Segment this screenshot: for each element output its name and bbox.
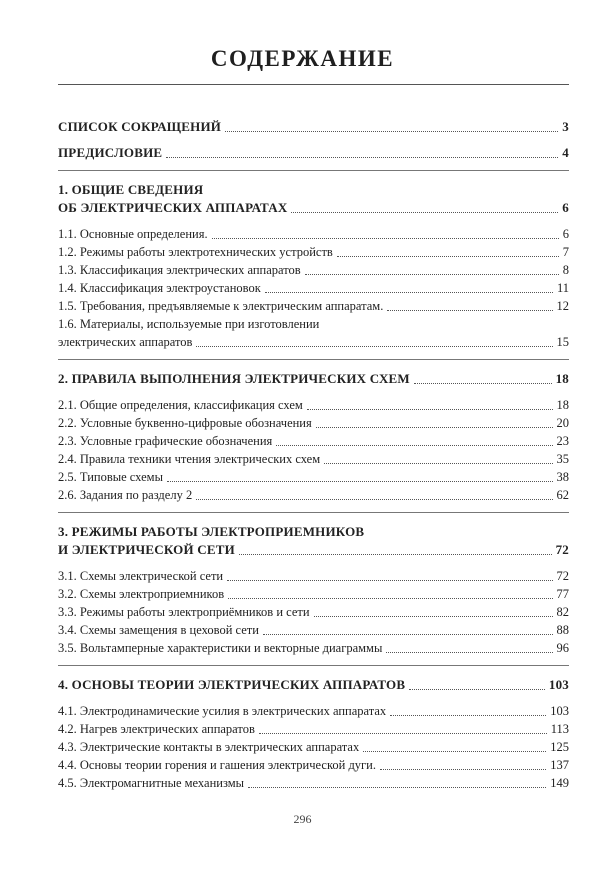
toc-entry-label: 2.6. Задания по разделу 2 xyxy=(58,488,193,502)
dot-leader xyxy=(227,580,552,581)
toc-item[interactable] xyxy=(58,720,569,738)
table-of-contents xyxy=(58,118,569,792)
toc-entry-label: 3.2. Схемы электроприемников xyxy=(58,587,225,601)
dot-leader xyxy=(212,238,559,239)
toc-entry-label: 3.4. Схемы замещения в цеховой сети xyxy=(58,623,259,637)
toc-entry-page: 6 xyxy=(562,200,569,215)
toc-entry-page: 149 xyxy=(550,776,569,790)
toc-entry-label: 1.1. Основные определения. xyxy=(58,227,208,241)
dot-leader xyxy=(337,256,559,257)
toc-item[interactable] xyxy=(58,585,569,603)
toc-entry-page: 7 xyxy=(562,245,569,259)
section-divider xyxy=(58,359,569,360)
toc-section-1-title-line1[interactable]: 1. ОБЩИЕ СВЕДЕНИЯ xyxy=(58,182,204,197)
toc-entry-label: 4.3. Электрические контакты в электрических аппаратах xyxy=(58,740,360,754)
toc-item[interactable] xyxy=(58,396,569,414)
dot-leader xyxy=(225,131,558,132)
toc-entry-page: 4 xyxy=(562,145,569,160)
dot-leader xyxy=(239,554,552,555)
toc-entry-page: 3 xyxy=(562,119,569,134)
dot-leader xyxy=(387,310,552,311)
toc-entry-page: 77 xyxy=(556,587,569,601)
toc-item[interactable] xyxy=(58,279,569,297)
toc-entry-page: 23 xyxy=(556,434,569,448)
section-divider xyxy=(58,512,569,513)
toc-item[interactable] xyxy=(58,432,569,450)
dot-leader xyxy=(228,598,552,599)
toc-entry-label: 2.2. Условные буквенно-цифровые обозначения xyxy=(58,416,312,430)
toc-item[interactable] xyxy=(58,468,569,486)
toc-entry-label: 2. ПРАВИЛА ВЫПОЛНЕНИЯ ЭЛЕКТРИЧЕСКИХ СХЕМ xyxy=(58,371,410,386)
toc-entry-page: 12 xyxy=(556,299,569,313)
dot-leader xyxy=(259,733,547,734)
dot-leader xyxy=(363,751,546,752)
toc-item[interactable] xyxy=(58,738,569,756)
toc-item[interactable] xyxy=(58,756,569,774)
toc-entry-page: 18 xyxy=(555,371,569,386)
dot-leader xyxy=(248,787,546,788)
title-divider xyxy=(58,84,569,85)
toc-entry-page: 6 xyxy=(562,227,569,241)
page-number: 296 xyxy=(293,812,312,826)
toc-entry-label: 4. ОСНОВЫ ТЕОРИИ ЭЛЕКТРИЧЕСКИХ АППАРАТОВ xyxy=(58,677,406,692)
toc-entry-label: И ЭЛЕКТРИЧЕСКОЙ СЕТИ xyxy=(58,542,235,557)
dot-leader xyxy=(291,212,558,213)
toc-section-2[interactable] xyxy=(58,370,569,388)
toc-entry-page: 82 xyxy=(556,605,569,619)
toc-item[interactable] xyxy=(58,333,569,351)
toc-item[interactable] xyxy=(58,486,569,504)
toc-item[interactable] xyxy=(58,639,569,657)
toc-entry-page: 62 xyxy=(556,488,569,502)
dot-leader xyxy=(196,346,552,347)
toc-item[interactable] xyxy=(58,243,569,261)
toc-item[interactable] xyxy=(58,603,569,621)
toc-item-line1[interactable]: 1.6. Материалы, используемые при изготовлении xyxy=(58,317,320,331)
toc-entry-page: 103 xyxy=(550,704,569,718)
toc-item[interactable] xyxy=(58,225,569,243)
section-divider xyxy=(58,665,569,666)
toc-item[interactable] xyxy=(58,702,569,720)
dot-leader xyxy=(390,715,546,716)
toc-entry-label: 4.1. Электродинамические усилия в электрических аппаратах xyxy=(58,704,387,718)
toc-entry-label: 2.5. Типовые схемы xyxy=(58,470,163,484)
dot-leader xyxy=(386,652,552,653)
toc-entry-page: 11 xyxy=(556,281,569,295)
dot-leader xyxy=(196,499,552,500)
dot-leader xyxy=(409,689,545,690)
toc-entry-label: 2.1. Общие определения, классификация схем xyxy=(58,398,303,412)
dot-leader xyxy=(265,292,553,293)
toc-entry-page: 113 xyxy=(550,722,569,736)
toc-entry-page: 72 xyxy=(555,542,569,557)
toc-entry-label: 1.5. Требования, предъявляемые к электрическим аппаратам. xyxy=(58,299,384,313)
toc-entry-label: 1.4. Классификация электроустановок xyxy=(58,281,261,295)
dot-leader xyxy=(276,445,552,446)
toc-entry-page: 96 xyxy=(556,641,569,655)
toc-entry-page: 20 xyxy=(556,416,569,430)
toc-entry-label: электрических аппаратов xyxy=(58,335,193,349)
toc-item[interactable] xyxy=(58,261,569,279)
toc-entry-label: 4.2. Нагрев электрических аппаратов xyxy=(58,722,255,736)
toc-entry-label: 2.4. Правила техники чтения электрических схем xyxy=(58,452,321,466)
dot-leader xyxy=(305,274,559,275)
page-title: СОДЕРЖАНИЕ xyxy=(210,46,395,71)
dot-leader xyxy=(316,427,553,428)
toc-entry-page: 8 xyxy=(562,263,569,277)
toc-item[interactable] xyxy=(58,774,569,792)
toc-entry-label: 1.2. Режимы работы электротехнических устройств xyxy=(58,245,333,259)
toc-entry-label: 2.3. Условные графические обозначения xyxy=(58,434,273,448)
toc-entry-label: 1.3. Классификация электрических аппаратов xyxy=(58,263,301,277)
toc-entry-abbreviations[interactable] xyxy=(58,118,569,136)
toc-entry-label: 3.5. Вольтамперные характеристики и векторные диаграммы xyxy=(58,641,383,655)
toc-section-3-title-line1[interactable]: 3. РЕЖИМЫ РАБОТЫ ЭЛЕКТРОПРИЕМНИКОВ xyxy=(58,524,365,539)
toc-section-3[interactable] xyxy=(58,541,569,559)
toc-entry-page: 137 xyxy=(550,758,569,772)
toc-section-1[interactable] xyxy=(58,199,569,217)
toc-entry-page: 35 xyxy=(556,452,569,466)
dot-leader xyxy=(307,409,553,410)
toc-entry-page: 88 xyxy=(556,623,569,637)
dot-leader xyxy=(166,157,558,158)
toc-item[interactable] xyxy=(58,297,569,315)
dot-leader xyxy=(380,769,546,770)
toc-entry-label: 4.5. Электромагнитные механизмы xyxy=(58,776,245,790)
toc-entry-label: ОБ ЭЛЕКТРИЧЕСКИХ АППАРАТАХ xyxy=(58,200,288,215)
toc-entry-page: 38 xyxy=(556,470,569,484)
toc-entry-preface[interactable] xyxy=(58,144,569,162)
toc-item[interactable] xyxy=(58,621,569,639)
toc-entry-label: 3.1. Схемы электрической сети xyxy=(58,569,224,583)
toc-item[interactable] xyxy=(58,414,569,432)
toc-entry-page: 18 xyxy=(556,398,569,412)
dot-leader xyxy=(324,463,552,464)
toc-entry-page: 125 xyxy=(550,740,569,754)
toc-entry-label: ПРЕДИСЛОВИЕ xyxy=(58,145,163,160)
dot-leader xyxy=(167,481,553,482)
dot-leader xyxy=(314,616,553,617)
toc-entry-page: 103 xyxy=(548,677,569,692)
toc-entry-page: 15 xyxy=(556,335,569,349)
toc-section-4[interactable] xyxy=(58,676,569,694)
toc-entry-label: СПИСОК СОКРАЩЕНИЙ xyxy=(58,119,222,134)
dot-leader xyxy=(414,383,552,384)
dot-leader xyxy=(263,634,553,635)
section-divider xyxy=(58,170,569,171)
toc-entry-page: 72 xyxy=(556,569,569,583)
toc-entry-label: 4.4. Основы теории горения и гашения электрической дуги. xyxy=(58,758,376,772)
toc-item[interactable] xyxy=(58,567,569,585)
toc-item[interactable] xyxy=(58,450,569,468)
toc-entry-label: 3.3. Режимы работы электроприёмников и сети xyxy=(58,605,310,619)
